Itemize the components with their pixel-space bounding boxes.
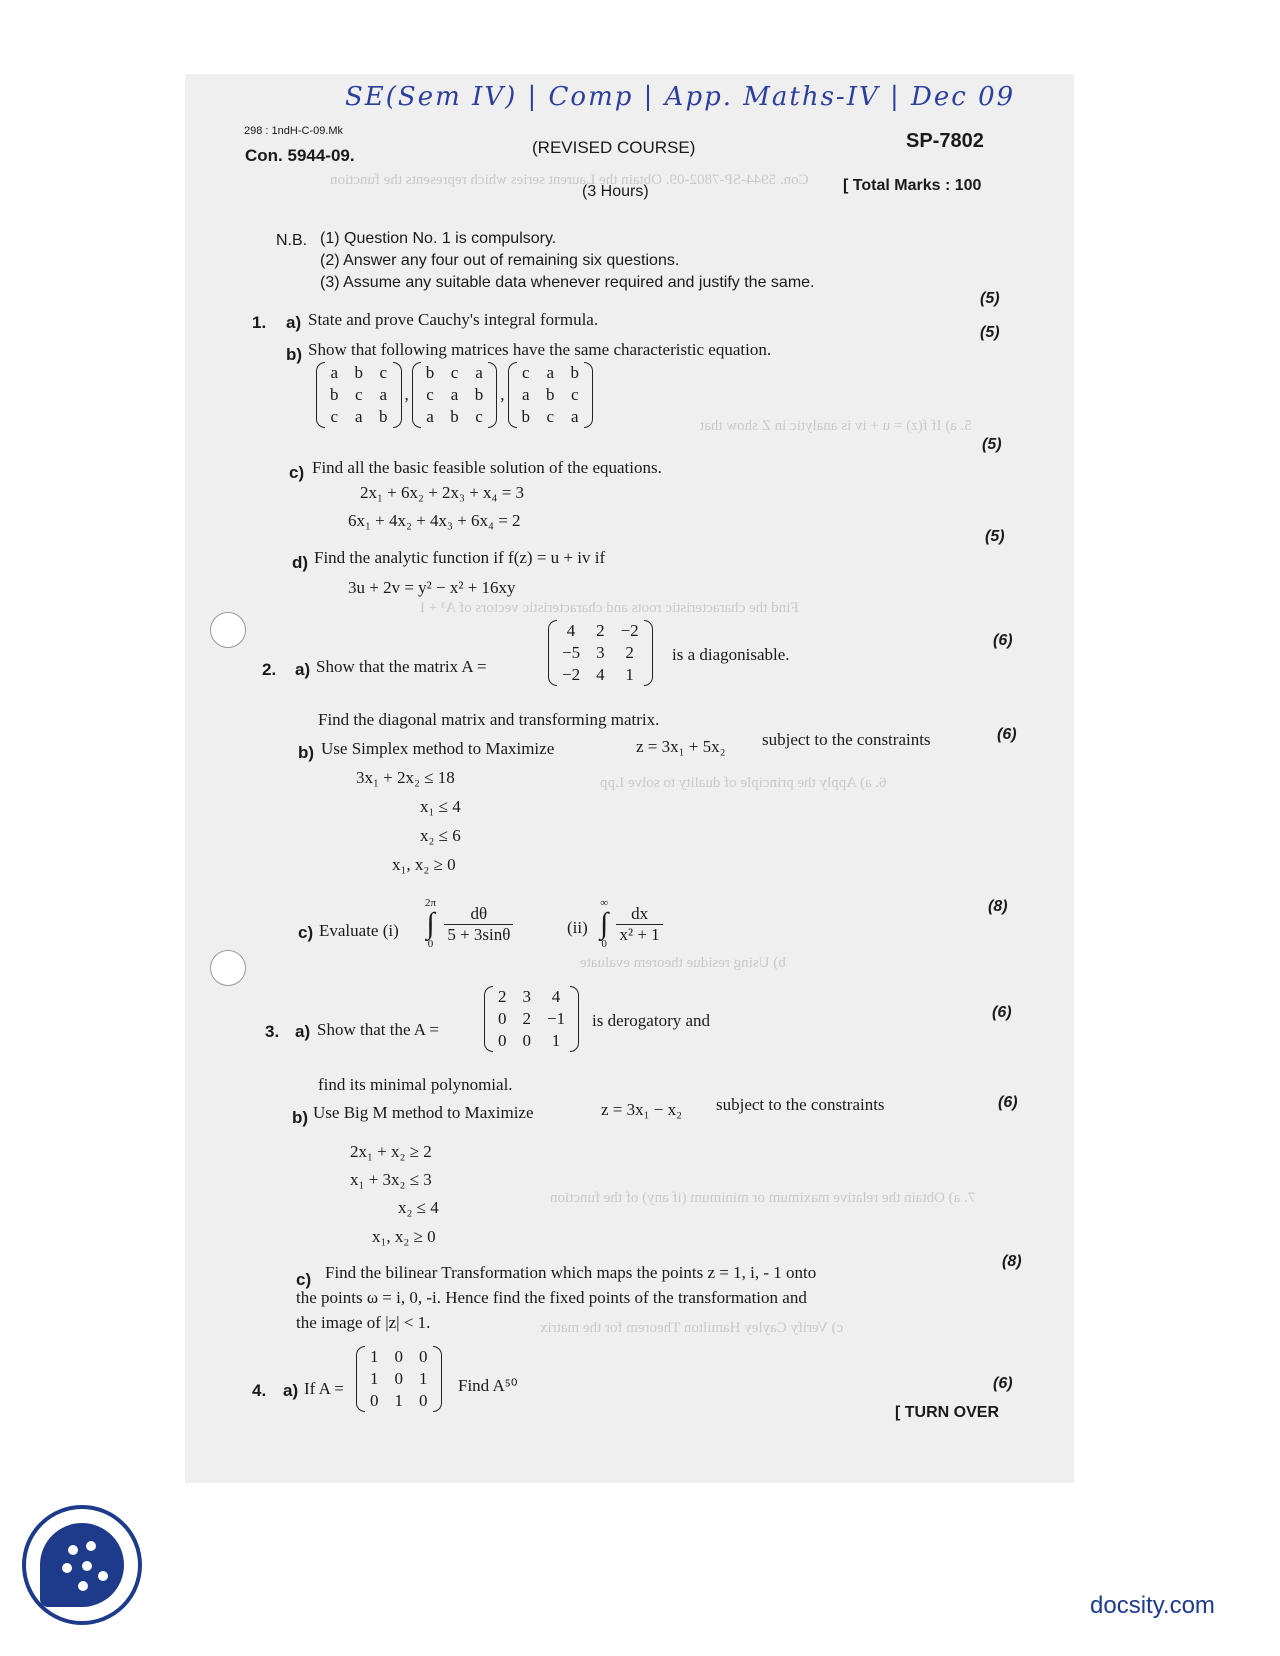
matrix-cell: a xyxy=(521,385,530,404)
matrix-cell: 0 xyxy=(370,1391,379,1410)
part-label: c) xyxy=(296,1270,312,1289)
matrix-cell: 0 xyxy=(394,1347,403,1366)
punch-hole xyxy=(210,612,246,648)
matrix xyxy=(508,362,594,428)
constraint: x₁, x₂ ≥ 0 xyxy=(392,855,456,874)
marks: (6) xyxy=(997,726,1017,743)
matrix-cell: 2 xyxy=(596,621,605,640)
bleed-through-text: 7. a) Obtain the relative maximum or minimum (if any) of the function xyxy=(550,1190,976,1206)
comma: , xyxy=(500,385,505,404)
part-label: a) xyxy=(286,313,302,332)
matrix xyxy=(548,620,653,686)
matrix xyxy=(484,986,579,1052)
matrix-cell: b xyxy=(570,363,579,382)
brand-link[interactable]: docsity.com xyxy=(1090,1592,1215,1619)
matrix-cell: b xyxy=(521,407,530,426)
nb-item: (2) Answer any four out of remaining six questions. xyxy=(320,252,680,269)
matrix-cell: −2 xyxy=(562,665,581,684)
matrix-cell: −1 xyxy=(547,1009,566,1028)
matrix-cell: 0 xyxy=(394,1369,403,1388)
matrix-cell: b xyxy=(425,363,435,382)
matrix-cell: 1 xyxy=(370,1347,379,1366)
matrix xyxy=(412,362,498,428)
question-number: 4. xyxy=(252,1381,267,1400)
constraint: 2x₁ + x₂ ≥ 2 xyxy=(350,1142,432,1161)
duration: (3 Hours) xyxy=(582,183,649,200)
int-upper: ∞ xyxy=(600,897,609,909)
matrix-cell: c xyxy=(330,407,339,426)
question-text: Find A⁵⁰ xyxy=(458,1376,518,1395)
matrix-cell: −2 xyxy=(620,621,639,640)
matrix-cell: b xyxy=(450,407,459,426)
objective: z = 3x₁ + 5x₂ xyxy=(636,737,726,756)
label: (ii) xyxy=(567,918,588,937)
part-label: d) xyxy=(292,553,309,572)
matrix-group xyxy=(316,362,593,428)
course-title: (REVISED COURSE) xyxy=(532,138,696,157)
total-marks: [ Total Marks : 100 xyxy=(843,177,982,194)
matrix-cell: c xyxy=(570,385,579,404)
constraint: x₁, x₂ ≥ 0 xyxy=(372,1227,436,1246)
matrix-cell: c xyxy=(475,407,483,426)
matrix-cell: 4 xyxy=(596,665,605,684)
bleed-through-text: b) Using residue theorem evaluate xyxy=(580,955,786,971)
marks: (8) xyxy=(1002,1253,1022,1270)
logo-dot xyxy=(62,1563,72,1573)
bleed-through-text: 6. a) Apply the principle of duality to solve Lpp xyxy=(600,775,887,791)
matrix-cell: 1 xyxy=(394,1391,403,1410)
question-text: find its minimal polynomial. xyxy=(318,1075,513,1094)
matrix xyxy=(356,1346,442,1412)
matrix-cell: a xyxy=(330,363,339,382)
bleed-through-text: Con. 5944-SP-7802-09. Obtain the Laurent series which represents the function xyxy=(330,172,809,188)
matrix-cell: 4 xyxy=(551,987,561,1006)
matrix-cell: b xyxy=(474,385,484,404)
question-text: Evaluate (i) xyxy=(319,921,399,940)
file-code: 298 : 1ndH-C-09.Mk xyxy=(244,125,344,137)
matrix-cell: 0 xyxy=(419,1391,428,1410)
question-text: subject to the constraints xyxy=(716,1095,885,1114)
constraint: x₁ + 3x₂ ≤ 3 xyxy=(350,1170,432,1189)
part-label: c) xyxy=(289,463,305,482)
part-label: a) xyxy=(295,1022,311,1041)
nb-item: (3) Assume any suitable data whenever required and justify the same. xyxy=(320,274,815,291)
question-text: Show that the A = xyxy=(317,1020,439,1039)
matrix-cell: a xyxy=(570,407,579,426)
constraint: 3x₁ + 2x₂ ≤ 18 xyxy=(356,768,455,787)
logo-dot xyxy=(86,1541,96,1551)
part-label: a) xyxy=(283,1381,299,1400)
matrix-cell: 2 xyxy=(625,643,634,662)
matrix-cell: c xyxy=(546,407,555,426)
question-number: 3. xyxy=(265,1022,280,1041)
integral-i xyxy=(425,898,517,950)
con-number: Con. 5944-09. xyxy=(245,146,355,165)
matrix-cell: 1 xyxy=(625,665,634,684)
bleed-through-text: 5. a) If f(z) = u + iv is analytic in Z show that xyxy=(700,418,972,434)
matrix xyxy=(316,362,402,428)
int-upper: 2π xyxy=(425,897,437,909)
int-lower: 0 xyxy=(427,938,434,950)
matrix-cell: 0 xyxy=(522,1031,531,1050)
numerator: dx xyxy=(616,904,662,925)
constraint: x₂ ≤ 6 xyxy=(420,826,461,845)
question-text: Use Big M method to Maximize xyxy=(313,1103,534,1122)
matrix-cell: 0 xyxy=(419,1347,428,1366)
matrix-cell: 1 xyxy=(370,1369,379,1388)
matrix-cell: 0 xyxy=(498,1031,507,1050)
question-text: Use Simplex method to Maximize xyxy=(321,739,555,758)
matrix-cell: 0 xyxy=(498,1009,507,1028)
matrix-cell: b xyxy=(379,407,388,426)
matrix-cell: −5 xyxy=(562,643,581,662)
matrix-cell: a xyxy=(354,407,363,426)
matrix-cell: a xyxy=(379,385,388,404)
marks: (6) xyxy=(992,1004,1012,1021)
marks: (5) xyxy=(980,324,1000,341)
question-text: subject to the constraints xyxy=(762,730,931,749)
part-label: a) xyxy=(295,660,311,679)
marks: (8) xyxy=(988,898,1008,915)
question-text: Find the diagonal matrix and transforming matrix. xyxy=(318,710,660,729)
marks: (5) xyxy=(985,528,1005,545)
matrix-cell: 3 xyxy=(522,987,531,1006)
integral-ii xyxy=(600,898,667,950)
matrix-cell: 4 xyxy=(566,621,576,640)
question-text: the image of |z| < 1. xyxy=(296,1313,431,1332)
punch-hole xyxy=(210,950,246,986)
marks: (6) xyxy=(993,632,1013,649)
matrix-cell: a xyxy=(450,385,459,404)
matrix-cell: c xyxy=(379,363,388,382)
part-label: c) xyxy=(298,923,314,942)
logo-dot xyxy=(82,1561,92,1571)
matrix-cell: c xyxy=(450,363,459,382)
paper-code: SP-7802 xyxy=(906,130,984,152)
denominator: 5 + 3sinθ xyxy=(447,924,511,944)
integral-sign: ∫ xyxy=(600,907,609,940)
question-text: Find the bilinear Transformation which maps the points z = 1, i, - 1 onto xyxy=(325,1263,817,1282)
part-label: b) xyxy=(298,743,315,762)
marks: (5) xyxy=(980,290,1000,307)
nb-label: N.B. xyxy=(276,232,308,249)
logo-dot xyxy=(78,1581,88,1591)
int-lower: 0 xyxy=(601,938,607,950)
equation: 6x₁ + 4x₂ + 4x₃ + 6x₄ = 2 xyxy=(348,511,521,530)
logo-dot xyxy=(98,1571,108,1581)
question-text: is derogatory and xyxy=(592,1011,711,1030)
question-number: 1. xyxy=(252,313,267,332)
part-label: b) xyxy=(292,1108,309,1127)
matrix-cell: a xyxy=(475,363,483,382)
marks: (6) xyxy=(993,1375,1013,1392)
bleed-through-text: c) Verify Cayley Hamilton Theorem for the matrix xyxy=(540,1320,844,1336)
logo-dot xyxy=(68,1545,78,1555)
denominator: x² + 1 xyxy=(619,924,660,944)
question-text: If A = xyxy=(304,1379,344,1398)
comma: , xyxy=(404,385,409,404)
question-text: Show that the matrix A = xyxy=(316,657,487,676)
constraint: x₁ ≤ 4 xyxy=(420,797,461,816)
matrix-cell: 2 xyxy=(522,1009,531,1028)
question-text: the points ω = i, 0, -i. Hence find the fixed points of the transformation and xyxy=(296,1288,807,1307)
matrix-cell: b xyxy=(354,363,363,382)
matrix-cell: c xyxy=(521,363,530,382)
question-text: Find all the basic feasible solution of the equations. xyxy=(312,458,662,477)
matrix-cell: b xyxy=(546,385,555,404)
logo-shape xyxy=(40,1523,124,1607)
question-text: Show that following matrices have the same characteristic equation. xyxy=(308,340,772,359)
matrix-cell: c xyxy=(426,385,434,404)
objective: z = 3x₁ − x₂ xyxy=(601,1100,683,1119)
marks: (6) xyxy=(998,1094,1018,1111)
matrix-cell: a xyxy=(426,407,434,426)
matrix-cell: 1 xyxy=(419,1369,428,1388)
nb-item: (1) Question No. 1 is compulsory. xyxy=(320,230,557,247)
matrix-cell: 3 xyxy=(596,643,605,662)
question-number: 2. xyxy=(262,660,277,679)
matrix-cell: b xyxy=(330,385,339,404)
question-text: Find the analytic function if f(z) = u + iv if xyxy=(314,548,606,567)
numerator: dθ xyxy=(444,904,513,925)
matrix-cell: c xyxy=(354,385,363,404)
equation: 3u + 2v = y² − x² + 16xy xyxy=(348,578,516,597)
question-text: is a diagonisable. xyxy=(672,645,790,664)
bleed-through-text: Find the characteristic roots and characteristic vectors of A³ + I xyxy=(420,600,799,616)
handwritten-note: SE(Sem IV) | Comp | App. Maths-IV | Dec 09 xyxy=(345,82,1016,112)
docsity-logo[interactable] xyxy=(22,1505,142,1625)
equation: 2x₁ + 6x₂ + 2x₃ + x₄ = 3 xyxy=(360,483,525,502)
question-text: State and prove Cauchy's integral formula. xyxy=(308,310,599,329)
marks: (5) xyxy=(982,436,1002,453)
constraint: x₂ ≤ 4 xyxy=(398,1198,439,1217)
part-label: b) xyxy=(286,345,303,364)
matrix-cell: 1 xyxy=(551,1031,561,1050)
matrix-cell: 2 xyxy=(498,987,507,1006)
integral-sign: ∫ xyxy=(426,907,435,940)
turn-over: [ TURN OVER xyxy=(895,1404,999,1421)
matrix-cell: a xyxy=(546,363,555,382)
